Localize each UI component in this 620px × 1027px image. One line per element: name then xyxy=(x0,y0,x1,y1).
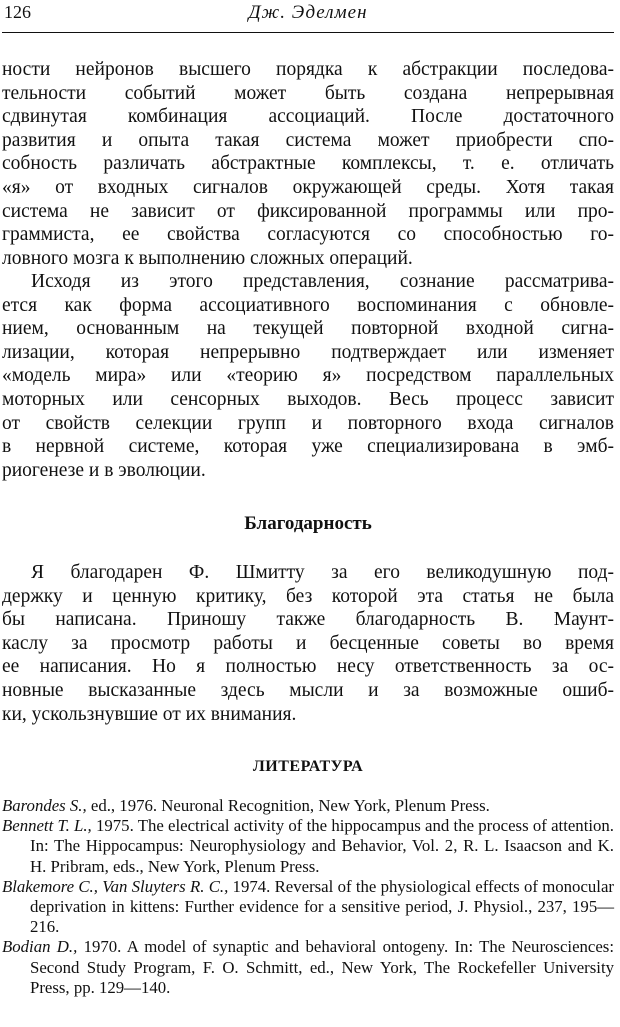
text-line: в нервной системе, которая уже специализирована в эмб- xyxy=(2,436,614,458)
reference-item xyxy=(2,796,614,816)
page-number: 126 xyxy=(4,2,31,22)
text-line: нием, основанным на текущей повторной входной сигна- xyxy=(2,318,614,340)
text-line: риогенезе и в эволюции. xyxy=(2,459,206,481)
reference-text: 1974. Reversal of the physiological effects of monocular deprivation in kittens: Further evidence for a sensitive period, J. Physiol., 237, 195—216. xyxy=(30,876,614,937)
text-line: Я благодарен Ф. Шмитту за его великодушную под- xyxy=(31,562,614,583)
text-line: тельности событий может быть создана непрерывная xyxy=(2,82,614,104)
text-line: Исходя из этого представления, сознание рассматрива- xyxy=(31,271,614,292)
reference-author: Bennett T. L., xyxy=(2,816,92,836)
paragraph-consciousness-model xyxy=(2,58,614,270)
text-line: собность различать абстрактные комплексы, т. е. отличать xyxy=(2,153,614,175)
text-line: бы написана. Приношу также благодарность В. Маунт- xyxy=(2,609,614,631)
reference-author: Barondes S., xyxy=(2,796,87,815)
reference-item xyxy=(2,877,614,938)
text-line: развития и опыта такая система может приобрести спо- xyxy=(2,129,614,151)
reference-text: 1970. A model of synaptic and behavioral ontogeny. In: The Neurosciences: Second Study Program, F. O. Schmitt, ed., New York, The Rockefeller University Press, pp. 129—140. xyxy=(30,937,614,997)
text-line: ловного мозга к выполнению сложных операций. xyxy=(2,247,413,269)
text-line: моторных или сенсорных выходов. Весь процесс зависит xyxy=(2,388,614,410)
acknowledgements-paragraph xyxy=(2,561,614,726)
text-line: ее написания. Но я полностью несу ответственность за ос- xyxy=(2,656,614,678)
text-line: от свойств селекции групп и повторного входа сигналов xyxy=(2,412,614,434)
reference-item xyxy=(2,816,614,877)
text-line: «я» от входных сигналов окружающей среды. Хотя такая xyxy=(2,176,614,198)
reference-author: Blakemore C., Van Sluyters R. C., xyxy=(2,876,229,896)
text-line: система не зависит от фиксированной программы или про- xyxy=(2,200,614,222)
reference-author: Bodian D., xyxy=(2,937,78,957)
running-head xyxy=(2,0,614,33)
reference-text: ed., 1976. Neuronal Recognition, New York, Plenum Press. xyxy=(86,796,490,815)
text-line: каслу за просмотр работы и бесценные советы во время xyxy=(2,632,614,654)
text-line: ности нейронов высшего порядка к абстракции последова- xyxy=(2,59,614,80)
text-line: сдвинутая комбинация ассоциаций. После достаточного xyxy=(2,106,614,128)
reference-item xyxy=(2,937,614,998)
paragraph-associative-recall xyxy=(2,270,614,482)
reference-text: 1975. The electrical activity of the hippocampus and the process of attention. In: The Hippocampus: Neurophysiology and Behavior, Vol. 2, R. L. Isaacson and K. H. Pribram, eds., New York, Plenum Press. xyxy=(30,816,614,876)
references-heading: ЛИТЕРАТУРА xyxy=(252,758,364,775)
text-line: лизации, которая непрерывно подтверждает или изменяет xyxy=(2,341,614,363)
running-title: Дж. Эделмен xyxy=(248,2,368,23)
acknowledgements-heading: Благодарность xyxy=(244,513,372,534)
text-line: держку и ценную критику, без которой эта статья не была xyxy=(2,585,614,607)
text-line: ется как форма ассоциативного воспоминания с обновле- xyxy=(2,294,614,316)
text-line: новные высказанные здесь мысли и за возможные ошиб- xyxy=(2,679,614,701)
text-line: граммиста, ее свойства согласуются со способностью го- xyxy=(2,224,614,246)
text-line: ки, ускользнувшие от их внимания. xyxy=(2,703,297,725)
reference-list xyxy=(2,796,614,998)
text-line: «модель мира» или «теорию я» посредством параллельных xyxy=(2,365,614,387)
